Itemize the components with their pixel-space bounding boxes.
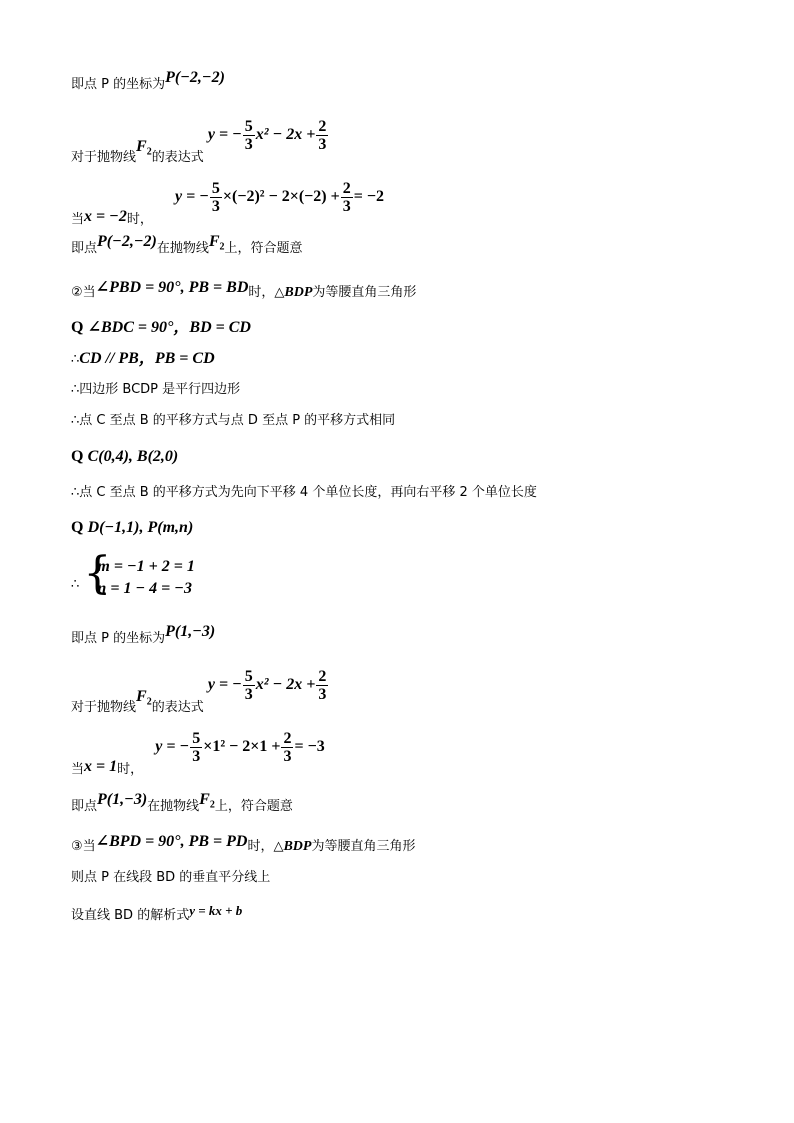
numerator: 5 (244, 668, 253, 685)
line-point-p-coordinate-1 (71, 69, 225, 92)
brace-icon: { (83, 548, 112, 599)
line-point-on-parabola-2 (71, 791, 293, 817)
math: ∠BDC = 90°，BD = CD (87, 319, 251, 336)
numerator: 2 (318, 118, 327, 135)
math: y = − (207, 126, 242, 143)
numerator: 5 (211, 180, 220, 197)
F-symbol: F (199, 791, 210, 808)
line-case-3 (71, 833, 416, 854)
text: 即点 (71, 241, 98, 256)
text: ③当 (71, 839, 96, 854)
line-therefore-cd-parallel (71, 351, 215, 367)
text: 在抛物线 (147, 799, 200, 814)
equation-system (83, 548, 195, 600)
F-symbol: F (136, 138, 147, 155)
numerator: 2 (318, 668, 327, 685)
text: 则点 P 在线段 BD 的垂直平分线上 (71, 870, 271, 885)
line-parabola-expression-1 (71, 118, 329, 165)
text: 上，符合题意 (224, 241, 303, 256)
text: 在抛物线 (156, 241, 209, 256)
text: 时， (126, 212, 153, 227)
math: y = − (155, 738, 190, 755)
math: x² − 2x + (255, 126, 316, 143)
text: 为等腰直角三角形 (311, 839, 416, 854)
math: BDP (283, 839, 312, 854)
line-point-p-coordinate-2 (71, 623, 216, 646)
line-translation-description (71, 486, 537, 499)
denominator: 3 (342, 198, 351, 215)
math: y = kx + b (189, 903, 243, 918)
subscript: 2 (146, 696, 152, 708)
math: ∠BPD = 90°, PB = PD (95, 833, 248, 850)
line-substitute-x-neg2 (71, 180, 384, 227)
subscript: 2 (146, 146, 152, 158)
math: x = −2 (84, 208, 127, 225)
line-point-on-parabola-1 (71, 233, 303, 259)
text: ∴点 C 至点 B 的平移方式为先向下平移 4 个单位长度，再向右平移 2 个单位长度 (71, 485, 537, 500)
math: P(1,−3) (97, 791, 148, 808)
text: 即点 P 的坐标为 (71, 77, 166, 92)
denominator: 3 (283, 748, 292, 765)
math: BDP (284, 285, 313, 300)
text: 即点 P 的坐标为 (71, 631, 166, 646)
because-symbol: Q (71, 319, 84, 336)
F-symbol: F (208, 233, 220, 250)
math: x² − 2x + (255, 676, 316, 693)
math: CD // PB，PB = CD (79, 350, 215, 367)
text: 时， (117, 762, 144, 777)
math: P(−2,−2) (165, 69, 225, 86)
line-parabola-expression-2 (71, 668, 329, 715)
math: C(0,4), B(2,0) (87, 448, 179, 465)
text: 设直线 BD 的解析式 (71, 908, 190, 923)
because-symbol: Q (71, 448, 84, 465)
denominator: 3 (192, 748, 201, 765)
equation-row: m = −1 + 2 = 1 (97, 558, 195, 575)
denominator: 3 (211, 198, 220, 215)
therefore-symbol: ∴ (71, 576, 80, 592)
math: ×(−2)² − 2×(−2) + (222, 188, 340, 205)
line-because-cb-coords (71, 449, 178, 465)
text: 对于抛物线 (71, 700, 137, 715)
numerator: 2 (342, 180, 351, 197)
numerator: 5 (192, 730, 201, 747)
denominator: 3 (244, 686, 253, 703)
math: y = − (174, 188, 209, 205)
text: ∴点 C 至点 B 的平移方式与点 D 至点 P 的平移方式相同 (71, 413, 396, 428)
text: 的表达式 (151, 700, 204, 715)
line-substitute-x-1 (71, 730, 325, 777)
subscript: 2 (209, 799, 215, 811)
text: 时，△ (247, 839, 284, 854)
line-line-bd-expression (71, 903, 243, 923)
equation-row: n = 1 − 4 = −3 (97, 580, 192, 597)
line-equation-system (71, 548, 195, 600)
denominator: 3 (318, 686, 327, 703)
line-case-2 (71, 279, 417, 300)
line-because-bdc (71, 320, 251, 336)
text: 对于抛物线 (71, 150, 137, 165)
math: ×1² − 2×1 + (203, 738, 281, 755)
text: 当 (71, 762, 85, 777)
subscript: 2 (219, 241, 225, 253)
text: 当 (71, 212, 85, 227)
math: = −2 (353, 188, 384, 205)
line-because-dp-coords (71, 520, 193, 536)
text: 为等腰直角三角形 (312, 285, 417, 300)
line-parallelogram (71, 383, 240, 396)
math: P(1,−3) (165, 623, 216, 640)
text: ∴四边形 BCDP 是平行四边形 (71, 382, 241, 397)
numerator: 5 (244, 118, 253, 135)
denominator: 3 (244, 136, 253, 153)
text: 时，△ (248, 285, 285, 300)
text: ②当 (71, 285, 96, 300)
because-symbol: Q (71, 519, 84, 536)
text: 即点 (71, 799, 98, 814)
therefore-symbol: ∴ (71, 352, 80, 367)
F-symbol: F (136, 688, 147, 705)
math: x = 1 (84, 758, 118, 775)
math: ∠PBD = 90°, PB = BD (95, 279, 249, 296)
math: = −3 (294, 738, 325, 755)
text: 上，符合题意 (214, 799, 293, 814)
text: 的表达式 (151, 150, 204, 165)
math: y = − (207, 676, 242, 693)
numerator: 2 (283, 730, 292, 747)
line-translation-same (71, 414, 395, 427)
math: P(−2,−2) (97, 233, 157, 250)
denominator: 3 (318, 136, 327, 153)
math: D(−1,1), P(m,n) (87, 519, 194, 536)
line-perpendicular-bisector (71, 871, 270, 884)
